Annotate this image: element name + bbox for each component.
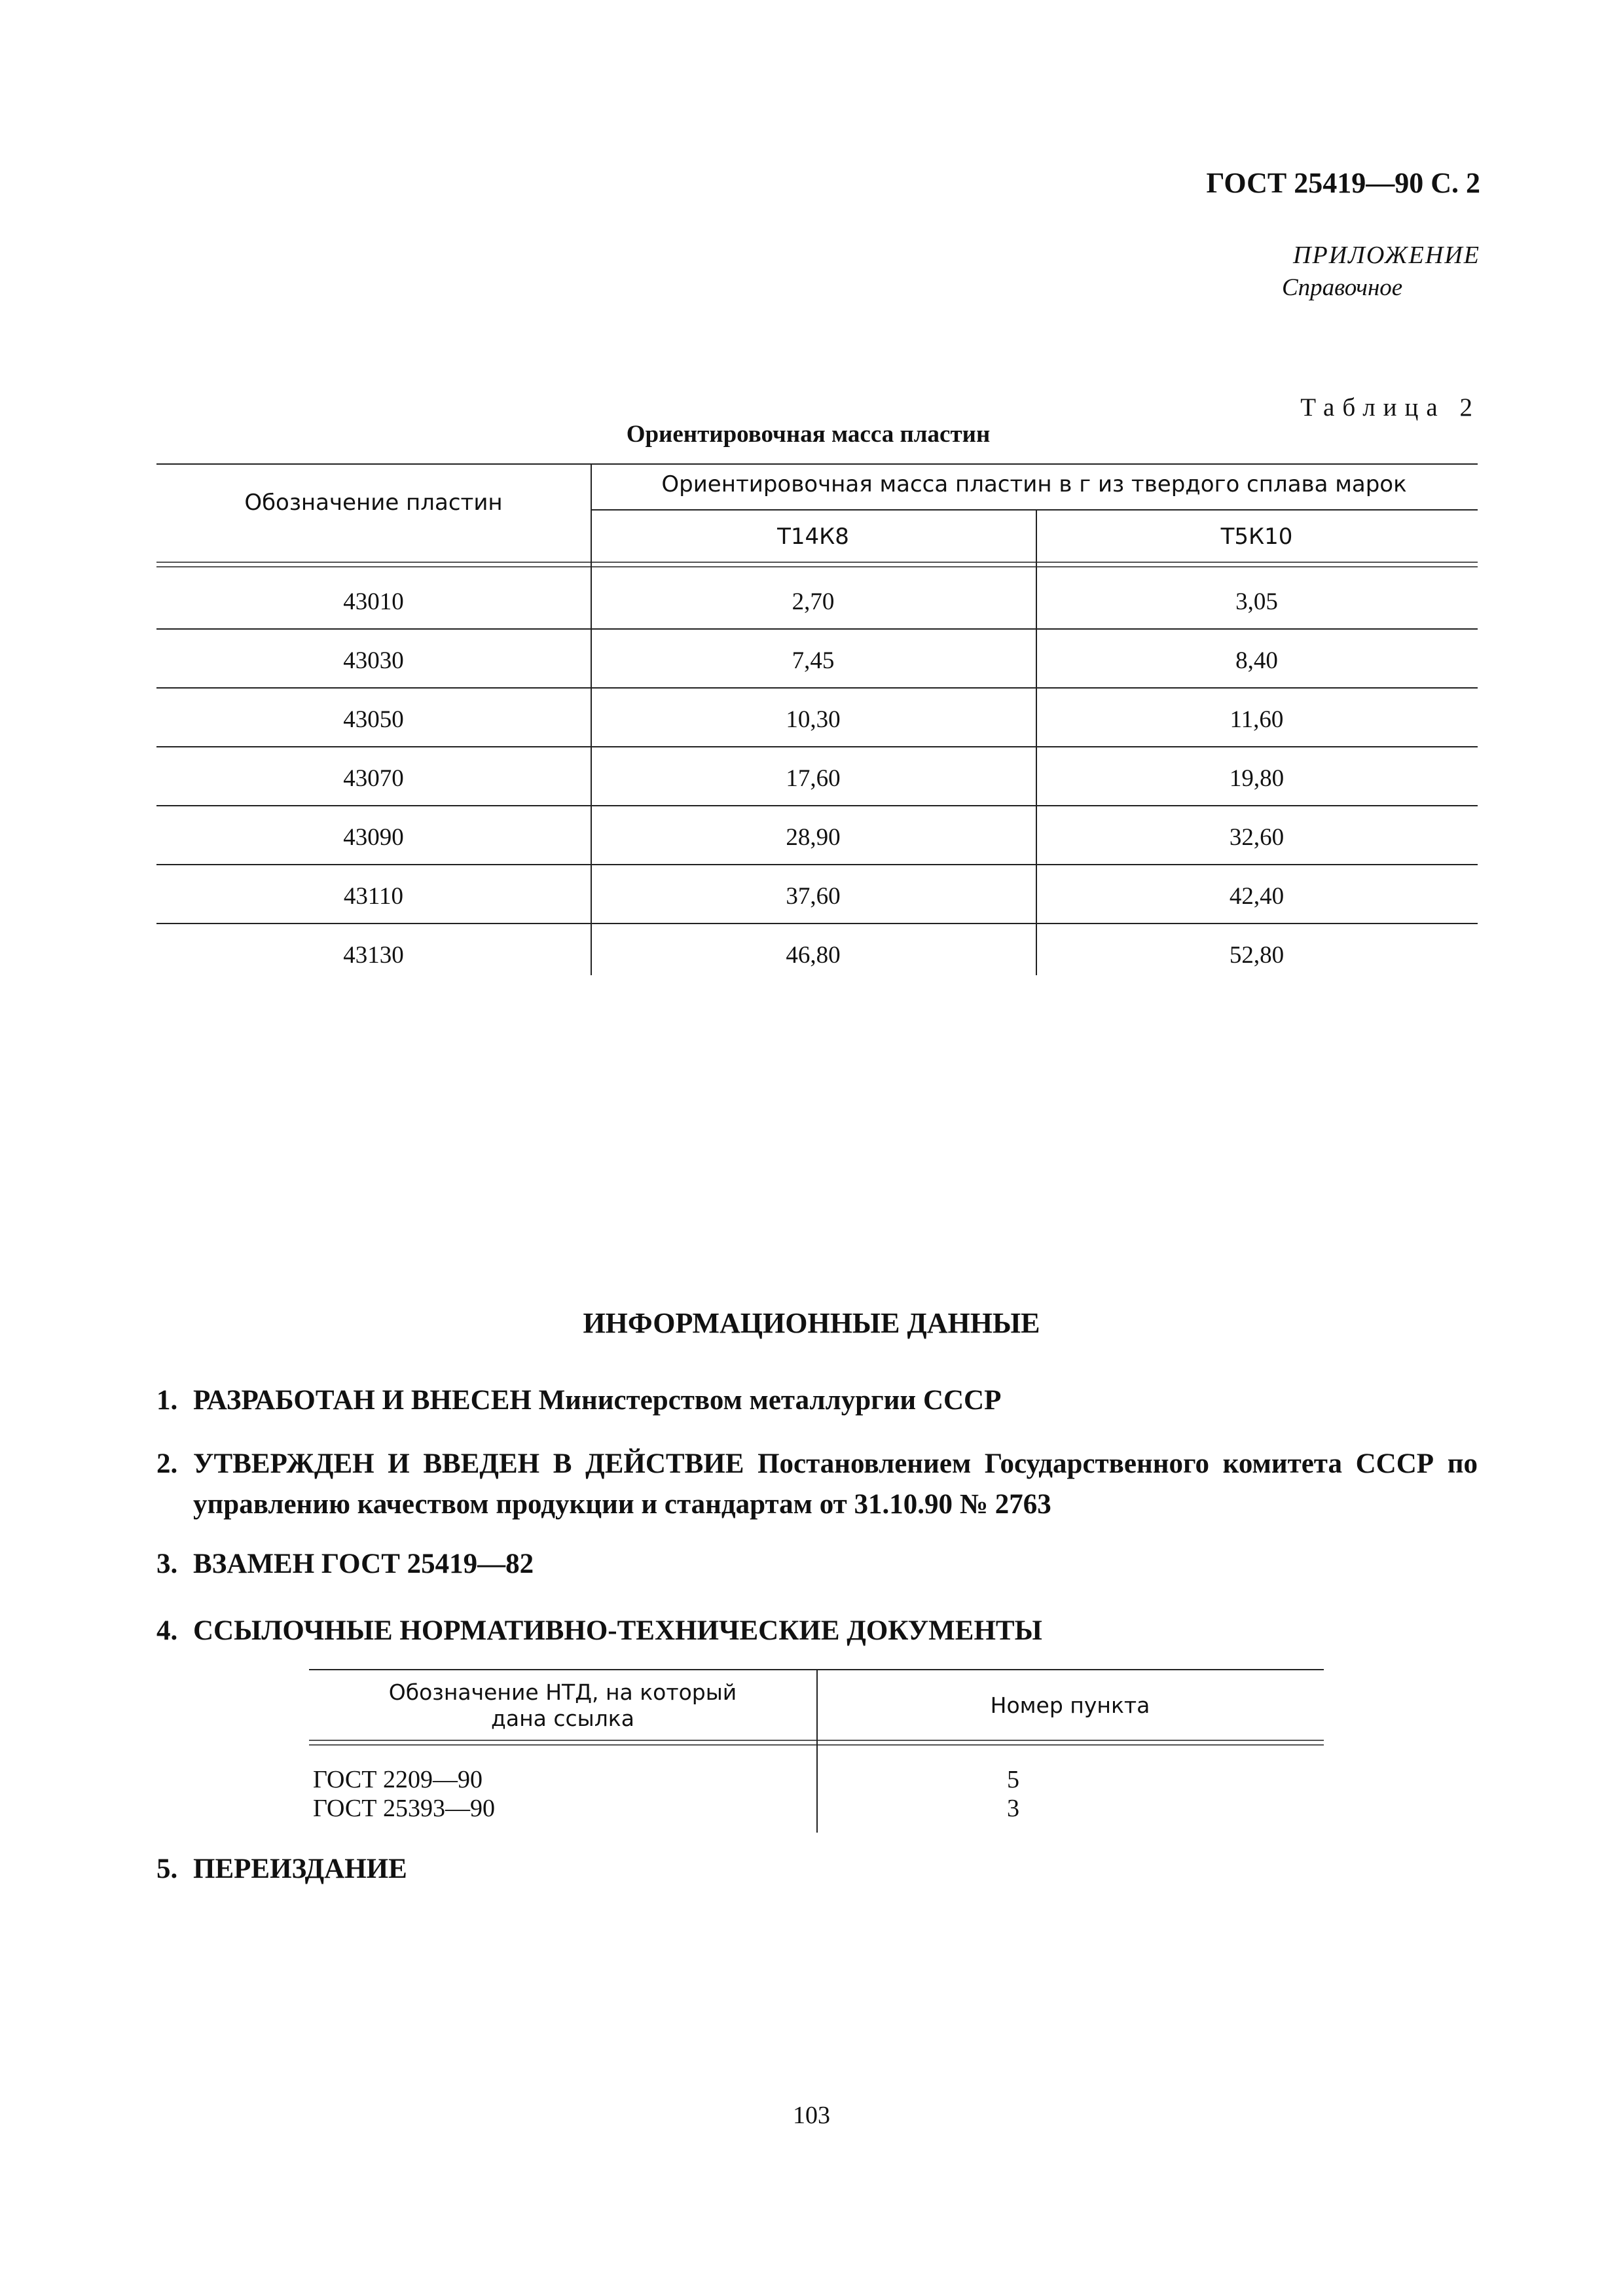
cell-t14k8: 17,60 — [786, 765, 841, 792]
header-double-line — [156, 562, 1478, 567]
cell-t14k8: 46,80 — [786, 942, 841, 969]
cell-t14k8: 7,45 — [792, 647, 835, 674]
row-separator — [156, 687, 1478, 689]
appendix-type: Справочное — [1282, 274, 1403, 301]
info-item-1 — [156, 1380, 1001, 1422]
header-designation: Обозначение пластин — [244, 490, 503, 516]
item-heading: УТВЕРЖДЕН И ВВЕДЕН В ДЕЙСТВИЕ — [193, 1448, 744, 1479]
cell-t5k10: 42,40 — [1229, 883, 1285, 910]
nd-row-item: 5 — [1007, 1766, 1019, 1793]
cell-designation: 43130 — [343, 942, 404, 969]
cell-t5k10: 52,80 — [1229, 942, 1285, 969]
cell-designation: 43070 — [343, 765, 404, 792]
table-title — [0, 420, 1623, 448]
cell-t5k10: 3,05 — [1235, 588, 1278, 615]
item-number: 4. — [156, 1615, 178, 1646]
page-number: 103 — [793, 2102, 830, 2129]
item-text: Министерством металлургии СССР — [538, 1385, 1002, 1416]
document-code: ГОСТ 25419—90 С. 2 — [1206, 167, 1480, 199]
header-doc-line2: дана ссылка — [491, 1706, 634, 1731]
cell-t5k10: 8,40 — [1235, 647, 1278, 674]
item-number: 5. — [156, 1854, 178, 1884]
header-doc-designation — [309, 1679, 816, 1732]
cell-t5k10: 11,60 — [1230, 706, 1284, 733]
row-separator — [156, 628, 1478, 630]
info-section-title: ИНФОРМАЦИОННЫЕ ДАННЫЕ — [583, 1307, 1040, 1339]
cell-designation: 43010 — [343, 588, 404, 615]
row-separator — [156, 746, 1478, 747]
cell-t14k8: 28,90 — [786, 824, 841, 851]
table-top-border — [156, 463, 1478, 465]
cell-designation: 43110 — [343, 883, 404, 910]
table-title-text: Ориентировочная масса пластин — [626, 421, 991, 448]
cell-designation: 43090 — [343, 824, 404, 851]
cell-t5k10: 32,60 — [1229, 824, 1285, 851]
cell-t14k8: 10,30 — [786, 706, 841, 733]
info-item-5 — [156, 1848, 407, 1890]
item-text: ПЕРЕИЗДАНИЕ — [193, 1854, 407, 1884]
item-heading: РАЗРАБОТАН И ВНЕСЕН — [193, 1385, 532, 1416]
table-number: Таблица 2 — [1300, 393, 1480, 422]
nd-row-item: 3 — [1007, 1795, 1019, 1822]
item-number: 3. — [156, 1549, 178, 1579]
info-item-4 — [156, 1610, 1042, 1652]
header-t14k8: Т14К8 — [777, 524, 849, 550]
row-separator — [156, 805, 1478, 806]
mass-table — [156, 463, 1478, 975]
item-text: ВЗАМЕН ГОСТ 25419—82 — [193, 1549, 534, 1579]
nd-row-doc: ГОСТ 25393—90 — [313, 1795, 495, 1822]
item-text: Постановлением Государственного комитета СССР по управлению качеством продукции и стандартам от 31.10.90 № 2763 — [193, 1448, 1478, 1520]
header-item-number: Номер пункта — [990, 1693, 1150, 1718]
item-number: 1. — [156, 1385, 178, 1416]
row-separator — [156, 864, 1478, 865]
header-t5k10: Т5К10 — [1220, 524, 1293, 550]
nd-table — [309, 1669, 1324, 1833]
cell-t14k8: 2,70 — [792, 588, 835, 615]
subheader-divider — [591, 509, 1478, 511]
header-mass-group: Ориентировочная масса пластин в г из твердого сплава марок — [661, 471, 1407, 497]
cell-designation: 43050 — [343, 706, 404, 733]
item-number: 2. — [156, 1448, 178, 1479]
cell-t5k10: 19,80 — [1229, 765, 1285, 792]
info-item-2 — [156, 1444, 1478, 1525]
nd-row-doc: ГОСТ 2209—90 — [313, 1766, 483, 1793]
item-text: ССЫЛОЧНЫЕ НОРМАТИВНО-ТЕХНИЧЕСКИЕ ДОКУМЕНТЫ — [193, 1615, 1042, 1646]
cell-t14k8: 37,60 — [786, 883, 841, 910]
appendix-label: ПРИЛОЖЕНИЕ — [1293, 242, 1480, 269]
row-separator — [156, 923, 1478, 924]
header-doc-line1: Обозначение НТД, на который — [388, 1679, 737, 1705]
cell-designation: 43030 — [343, 647, 404, 674]
info-item-3 — [156, 1543, 534, 1585]
